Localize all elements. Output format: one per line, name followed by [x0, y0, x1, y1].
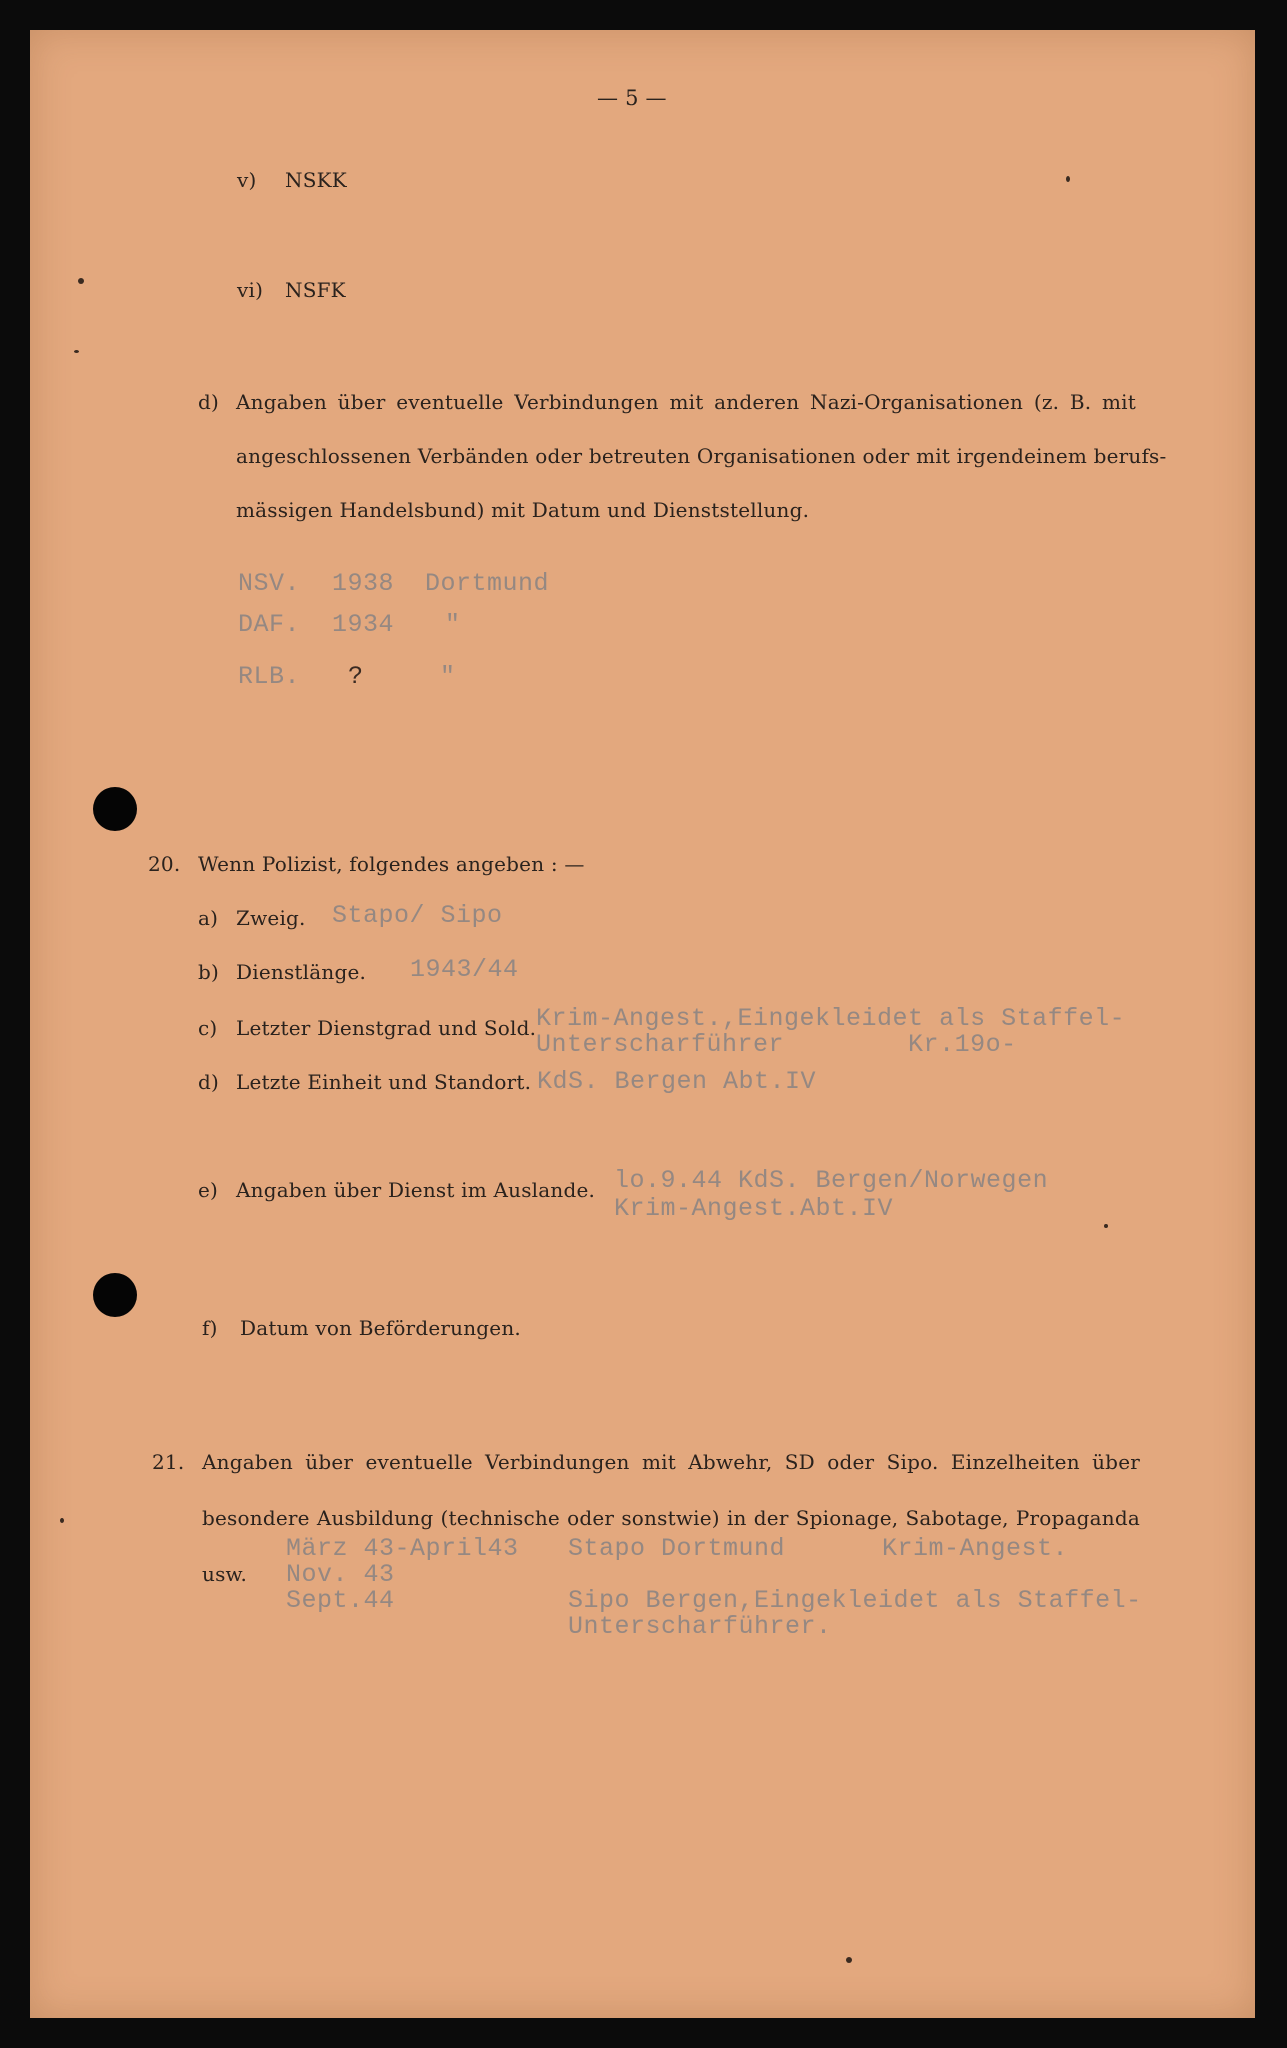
org-item-text: NSKK	[285, 168, 347, 192]
q20-item-label: a)	[198, 906, 219, 930]
q20-item-label: f)	[202, 1316, 218, 1340]
speck	[1066, 176, 1070, 182]
punch-hole	[93, 787, 137, 831]
q20-item-answer: 1943/44	[410, 955, 519, 984]
q21-entry-unit: Unterscharführer.	[568, 1612, 832, 1641]
section-d-line: Angaben über eventuelle Verbindungen mit anderen Nazi-Organisationen (z. B. mit	[236, 390, 1136, 414]
membership-org: NSV.	[238, 569, 301, 598]
q20-item-question: Dienstlänge.	[236, 960, 367, 984]
q21-entry-date: Sept.44	[286, 1586, 395, 1615]
membership-year: 1938	[332, 569, 395, 598]
q21-entry-date: Nov. 43	[286, 1560, 395, 1589]
membership-place: "	[445, 610, 461, 639]
org-item-label: vi)	[237, 278, 264, 302]
membership-year: ?	[348, 662, 364, 691]
q20-item-label: d)	[198, 1070, 220, 1094]
q21-entry-rank: Krim-Angest.	[882, 1534, 1069, 1563]
membership-place: Dortmund	[425, 569, 550, 598]
q20-item-question: Letzter Dienstgrad und Sold.	[236, 1016, 537, 1040]
q20-item-answer: Stapo/ Sipo	[332, 901, 503, 930]
q20-item-answer: Krim-Angest.,Eingekleidet als Staffel-	[536, 1004, 1126, 1033]
speck	[1104, 1224, 1108, 1228]
punch-hole	[93, 1273, 137, 1317]
question-number: 21.	[152, 1450, 185, 1474]
q21-entry-unit: Stapo Dortmund	[568, 1534, 786, 1563]
section-d-line: angeschlossenen Verbänden oder betreuten Organisationen oder mit irgendeinem berufs-	[236, 444, 1167, 468]
q20-item-question: Angaben über Dienst im Auslande.	[236, 1178, 596, 1202]
q20-item-label: c)	[198, 1016, 218, 1040]
q20-item-answer: Unterscharführer Kr.19o-	[536, 1030, 1017, 1059]
q21-line: besondere Ausbildung (technische oder sonstwie) in der Spionage, Sabotage, Propaganda	[202, 1506, 1140, 1530]
speck	[846, 1957, 852, 1963]
membership-place: "	[440, 662, 456, 691]
speck	[74, 350, 79, 353]
q21-entry-date: März 43-April43	[286, 1534, 519, 1563]
q20-item-label: e)	[198, 1178, 219, 1202]
membership-year: 1934	[332, 610, 395, 639]
speck	[78, 278, 84, 284]
page-number: — 5 —	[597, 86, 667, 110]
q20-item-answer: Krim-Angest.Abt.IV	[614, 1194, 894, 1223]
q20-item-question: Letzte Einheit und Standort.	[236, 1070, 532, 1094]
document-page	[30, 30, 1255, 2018]
section-d-label: d)	[198, 390, 220, 414]
org-item-text: NSFK	[285, 278, 346, 302]
membership-org: DAF.	[238, 610, 301, 639]
section-d-line: mässigen Handelsbund) mit Datum und Dienststellung.	[236, 498, 810, 522]
org-item-label: v)	[237, 168, 257, 192]
q21-line: Angaben über eventuelle Verbindungen mit Abwehr, SD oder Sipo. Einzelheiten über	[202, 1450, 1140, 1474]
q20-item-answer: KdS. Bergen Abt.IV	[537, 1067, 817, 1096]
membership-org: RLB.	[238, 662, 301, 691]
q20-item-label: b)	[198, 960, 220, 984]
q20-item-question: Zweig.	[236, 906, 306, 930]
q21-usw: usw.	[202, 1562, 248, 1586]
q20-item-question: Datum von Beförderungen.	[240, 1316, 521, 1340]
question-number: 20.	[148, 852, 181, 876]
speck	[60, 1518, 64, 1523]
question-heading: Wenn Polizist, folgendes angeben : —	[198, 852, 585, 876]
q21-entry-unit: Sipo Bergen,Eingekleidet als Staffel-	[568, 1586, 1142, 1615]
q20-item-answer: lo.9.44 KdS. Bergen/Norwegen	[614, 1166, 1049, 1195]
